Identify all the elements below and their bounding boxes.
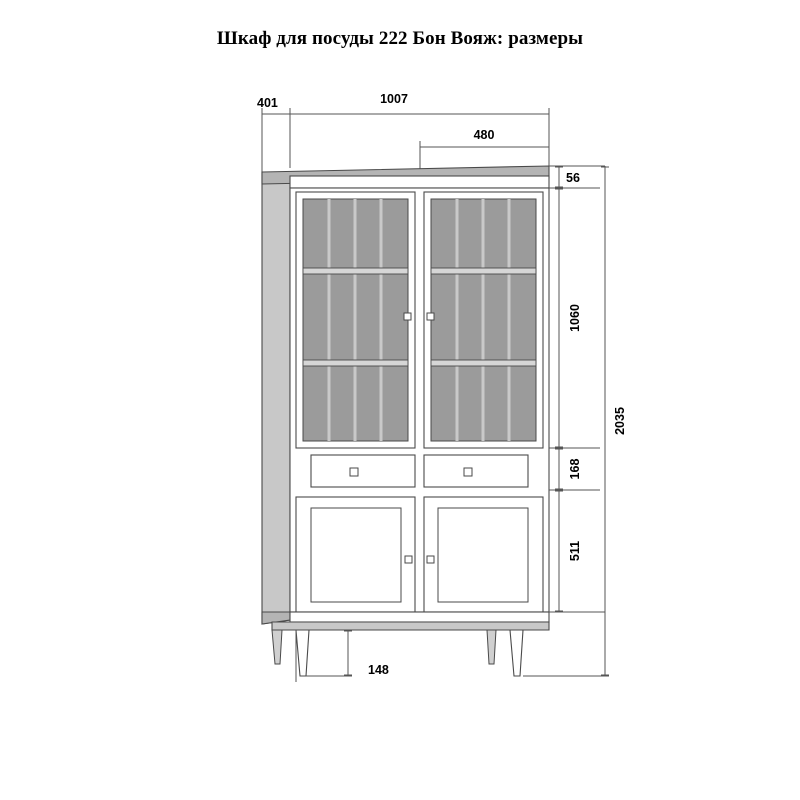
cabinet-base [262, 612, 549, 630]
dimension-label-56: 56 [566, 171, 580, 185]
cabinet-cornice [262, 166, 549, 188]
glass-door-left[interactable] [296, 192, 415, 448]
handle-upper-right[interactable] [427, 313, 434, 320]
dimension-door-width-480 [420, 141, 549, 170]
glass-door-right[interactable] [424, 192, 543, 448]
handle-upper-left[interactable] [404, 313, 411, 320]
lower-door-right[interactable] [424, 497, 543, 612]
handle-lower-right[interactable] [427, 556, 434, 563]
handle-drawer-left[interactable] [350, 468, 358, 476]
dimension-label-1007: 1007 [380, 92, 408, 106]
handle-drawer-right[interactable] [464, 468, 472, 476]
dimension-depth-401 [262, 108, 290, 122]
page-title: Шкаф для посуды 222 Бон Вояж: размеры [216, 28, 584, 49]
leg-front-right [510, 630, 523, 676]
dimension-56 [555, 166, 563, 188]
cabinet-side-panel [262, 172, 290, 624]
drawer-left[interactable] [311, 455, 415, 487]
dimension-width-1007 [262, 108, 549, 172]
dimension-label-401: 401 [257, 96, 278, 110]
handle-lower-left[interactable] [405, 556, 412, 563]
dimension-label-511: 511 [568, 540, 582, 562]
dimension-511 [555, 490, 563, 612]
leg-back-left [272, 630, 282, 664]
dimension-label-480: 480 [473, 128, 495, 142]
dimension-168 [555, 448, 563, 490]
dimension-label-2035: 2035 [613, 407, 627, 435]
drawer-right[interactable] [424, 455, 528, 487]
dimension-1060 [555, 188, 563, 448]
dimension-label-1060: 1060 [568, 304, 582, 332]
dimension-label-168: 168 [568, 458, 582, 480]
leg-front-left [296, 630, 309, 676]
lower-door-left[interactable] [296, 497, 415, 612]
leg-back-right [487, 630, 496, 664]
dimension-label-148: 148 [368, 663, 389, 677]
